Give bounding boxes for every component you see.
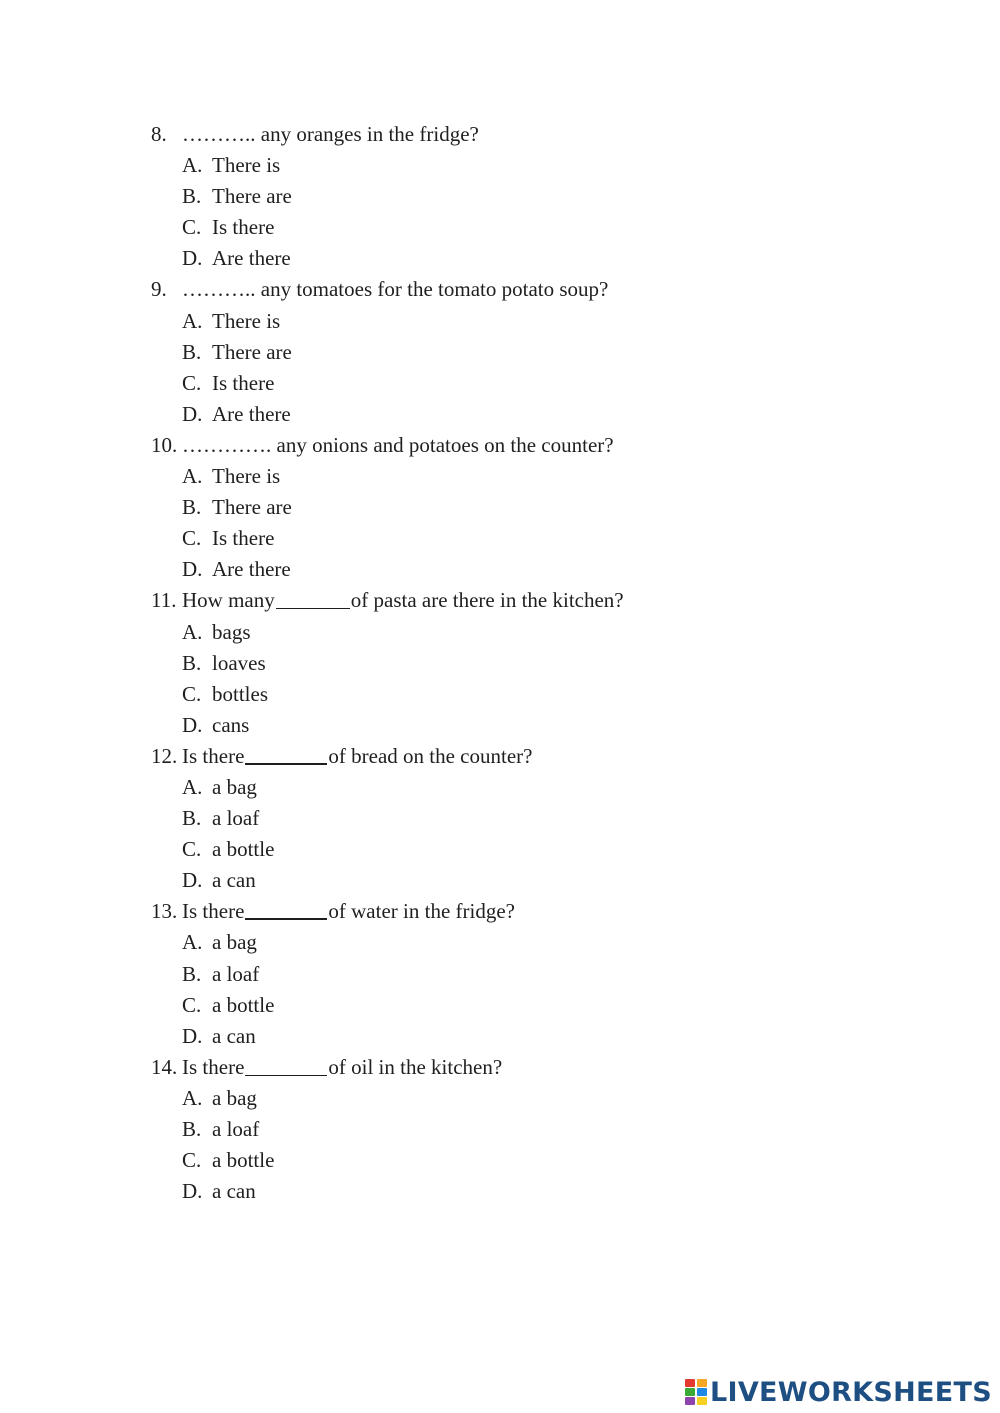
question-stem-text: ……….. any tomatoes for the tomato potato soup?: [182, 277, 609, 302]
option-text: Is there: [212, 370, 275, 395]
answer-option[interactable]: [0, 927, 1000, 958]
question-number: 9.: [151, 277, 167, 302]
option-letter: B.: [182, 961, 202, 986]
question-stem-text: How many: [182, 588, 275, 613]
option-text: a loaf: [212, 1117, 260, 1141]
question-13: [0, 896, 1000, 927]
answer-option[interactable]: [0, 1145, 1000, 1176]
question-stem: [182, 585, 624, 616]
answer-option[interactable]: [0, 617, 1000, 648]
answer-option[interactable]: [0, 337, 1000, 368]
option-text: a loaf: [212, 806, 260, 831]
option-text: Are there: [212, 401, 291, 426]
option-text: There is: [212, 308, 281, 333]
answer-blank[interactable]: [245, 898, 327, 920]
question-stem: [182, 274, 608, 305]
option-text: loaves: [212, 650, 266, 675]
option-text: There is: [212, 153, 281, 178]
answer-option[interactable]: [0, 306, 1000, 337]
question-stem-text: Is there: [182, 1054, 245, 1079]
option-letter: C.: [182, 370, 202, 395]
option-text: a loaf: [212, 961, 260, 986]
answer-option[interactable]: [0, 150, 1000, 181]
option-letter: B.: [182, 650, 202, 675]
answer-option[interactable]: [0, 648, 1000, 679]
question-10: [0, 430, 1000, 461]
logo-mark-square: [685, 1388, 695, 1396]
option-letter: C.: [182, 837, 202, 862]
answer-option[interactable]: [0, 554, 1000, 585]
question-stem-continuation: of oil in the kitchen?: [328, 1054, 503, 1079]
answer-blank[interactable]: [245, 1055, 327, 1076]
answer-option[interactable]: [0, 834, 1000, 865]
option-letter: C.: [182, 992, 202, 1017]
question-stem-continuation: of bread on the counter?: [328, 743, 533, 768]
option-letter: B.: [182, 339, 202, 364]
option-letter: D.: [182, 868, 203, 893]
logo-mark-square: [697, 1388, 707, 1396]
option-letter: B.: [182, 1117, 202, 1141]
option-text: Are there: [212, 246, 291, 271]
answer-option[interactable]: [0, 679, 1000, 710]
answer-option[interactable]: [0, 212, 1000, 243]
option-letter: A.: [182, 153, 203, 178]
answer-option[interactable]: [0, 181, 1000, 212]
option-letter: B.: [182, 184, 202, 209]
question-number: 13.: [151, 899, 178, 924]
question-number: 11.: [151, 588, 177, 613]
option-letter: A.: [182, 774, 203, 799]
question-11: [0, 585, 1000, 616]
question-stem-text: Is there: [182, 743, 245, 768]
logo-mark-square: [697, 1379, 707, 1387]
answer-option[interactable]: [0, 368, 1000, 399]
answer-option[interactable]: [0, 803, 1000, 834]
option-letter: A.: [182, 1085, 203, 1110]
option-letter: D.: [182, 246, 203, 271]
answer-option[interactable]: [0, 710, 1000, 741]
option-letter: C.: [182, 526, 202, 551]
worksheet: [0, 119, 1000, 1207]
question-number: 10.: [151, 432, 178, 457]
question-stem-text: Is there: [182, 899, 245, 924]
question-number: 12.: [151, 743, 178, 768]
answer-option[interactable]: [0, 1083, 1000, 1114]
question-stem-text: …………. any onions and potatoes on the counter?: [182, 432, 614, 457]
answer-option[interactable]: [0, 1176, 1000, 1207]
option-text: a bag: [212, 930, 257, 955]
question-number: 8.: [151, 122, 167, 146]
option-letter: C.: [182, 681, 202, 706]
answer-option[interactable]: [0, 1021, 1000, 1052]
option-text: Is there: [212, 526, 275, 551]
answer-option[interactable]: [0, 492, 1000, 523]
option-text: a bottle: [212, 837, 275, 862]
option-text: There are: [212, 184, 292, 209]
answer-blank[interactable]: [245, 743, 327, 765]
option-text: a bottle: [212, 992, 275, 1017]
answer-option[interactable]: [0, 865, 1000, 896]
option-letter: C.: [182, 1148, 202, 1173]
option-text: a can: [212, 1023, 256, 1048]
answer-option[interactable]: [0, 243, 1000, 274]
option-text: a can: [212, 1179, 256, 1204]
option-letter: C.: [182, 215, 202, 240]
option-letter: A.: [182, 619, 203, 644]
option-letter: B.: [182, 495, 202, 520]
question-12: [0, 741, 1000, 772]
liveworksheets-logo: [685, 1374, 992, 1410]
option-letter: B.: [182, 806, 202, 831]
question-stem-continuation: of water in the fridge?: [328, 899, 515, 924]
option-text: cans: [212, 712, 250, 737]
option-letter: D.: [182, 401, 203, 426]
answer-option[interactable]: [0, 1114, 1000, 1145]
question-stem-continuation: of pasta are there in the kitchen?: [350, 588, 624, 613]
liveworksheets-logo-icon: [685, 1379, 707, 1405]
answer-option[interactable]: [0, 772, 1000, 803]
answer-option[interactable]: [0, 461, 1000, 492]
question-stem: [182, 119, 479, 150]
option-text: bottles: [212, 681, 268, 706]
logo-text: LIVEWORKSHEETS: [709, 1376, 992, 1408]
option-letter: D.: [182, 1179, 203, 1204]
option-text: a can: [212, 868, 256, 893]
option-text: Is there: [212, 215, 275, 240]
answer-option[interactable]: [0, 399, 1000, 430]
option-text: a bag: [212, 774, 257, 799]
option-text: There are: [212, 339, 292, 364]
option-letter: D.: [182, 557, 203, 582]
option-letter: A.: [182, 308, 203, 333]
question-stem: [182, 896, 515, 927]
question-9: [0, 274, 1000, 305]
logo-mark-square: [685, 1379, 695, 1387]
option-text: Are there: [212, 557, 291, 582]
answer-option[interactable]: [0, 523, 1000, 554]
question-stem-text: ……….. any oranges in the fridge?: [182, 122, 479, 146]
question-stem: [182, 1052, 502, 1083]
option-text: bags: [212, 619, 251, 644]
question-stem: [182, 430, 614, 461]
logo-mark-square: [697, 1397, 707, 1405]
answer-blank[interactable]: [276, 588, 350, 609]
option-letter: A.: [182, 930, 203, 955]
option-letter: A.: [182, 464, 203, 489]
option-text: There is: [212, 464, 281, 489]
question-number: 14.: [151, 1054, 178, 1079]
option-text: a bag: [212, 1085, 257, 1110]
option-letter: D.: [182, 712, 203, 737]
question-stem: [182, 741, 532, 772]
option-text: There are: [212, 495, 292, 520]
answer-option[interactable]: [0, 990, 1000, 1021]
question-14: [0, 1052, 1000, 1083]
logo-mark-square: [685, 1397, 695, 1405]
option-letter: D.: [182, 1023, 203, 1048]
option-text: a bottle: [212, 1148, 275, 1173]
answer-option[interactable]: [0, 959, 1000, 990]
question-8: [0, 119, 1000, 150]
